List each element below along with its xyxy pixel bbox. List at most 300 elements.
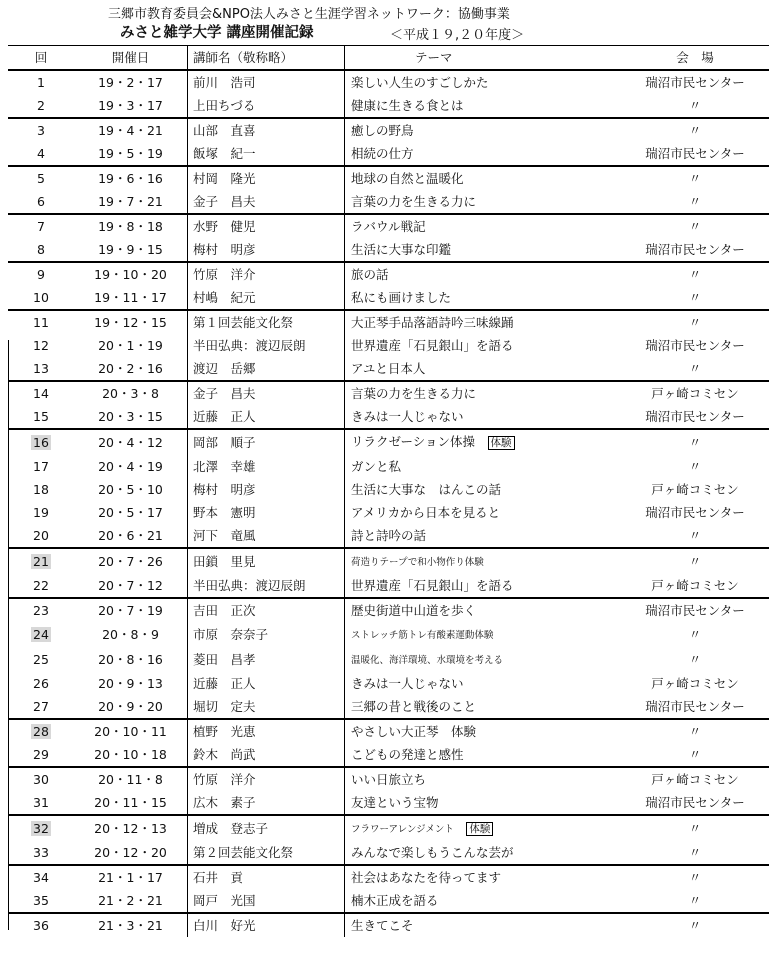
cell-venue <box>621 381 769 405</box>
cell-theme-text: 癒しの野鳥 <box>351 123 414 138</box>
cell-no <box>8 262 74 286</box>
cell-no <box>8 791 74 815</box>
table-row <box>8 672 769 695</box>
cell-venue-text: 〃 <box>688 845 702 860</box>
table-row <box>8 622 769 647</box>
cell-theme-text: 言葉の力を生きる力に <box>351 194 477 209</box>
cell-venue-text: 〃 <box>688 171 702 186</box>
cell-date-text: 20・12・13 <box>94 821 167 836</box>
cell-lecturer-text: 植野 光恵 <box>193 724 256 739</box>
cell-theme-text: きみは一人じゃない <box>351 676 464 691</box>
cell-venue-text: 〃 <box>688 290 702 305</box>
cell-theme-text: 楽しい人生のすごしかた <box>351 75 489 90</box>
cell-venue <box>621 647 769 672</box>
cell-date <box>74 429 188 455</box>
cell-lecturer <box>188 743 345 767</box>
cell-theme-text: 三郷の昔と戦後のこと <box>351 699 477 714</box>
table-row <box>8 142 769 166</box>
cell-no <box>8 743 74 767</box>
cell-theme <box>345 889 622 913</box>
cell-theme-text: 相続の仕方 <box>351 146 414 161</box>
cell-venue <box>621 310 769 334</box>
cell-venue <box>621 214 769 238</box>
cell-no-text: 31 <box>33 795 49 810</box>
cell-lecturer <box>188 310 345 334</box>
cell-venue <box>621 743 769 767</box>
cell-lecturer-text: 上田ちづる <box>193 98 256 113</box>
cell-no <box>8 455 74 478</box>
cell-theme <box>345 791 622 815</box>
table-row <box>8 647 769 672</box>
cell-date <box>74 214 188 238</box>
cell-no <box>8 767 74 791</box>
cell-venue-text: 瑞沼市民センター <box>645 242 745 257</box>
cell-date <box>74 791 188 815</box>
cell-lecturer <box>188 548 345 574</box>
cell-no-text: 11 <box>33 315 49 330</box>
column-header-date: 開催日 <box>74 46 188 71</box>
cell-venue <box>621 524 769 548</box>
cell-theme <box>345 166 622 190</box>
cell-date <box>74 574 188 598</box>
left-margin-line <box>8 340 9 930</box>
cell-lecturer <box>188 94 345 118</box>
cell-lecturer-text: 吉田 正次 <box>193 603 256 618</box>
cell-theme <box>345 357 622 381</box>
cell-theme <box>345 501 622 524</box>
cell-venue-text: 〃 <box>688 724 702 739</box>
cell-theme <box>345 118 622 142</box>
cell-lecturer-text: 半田弘典：渡辺辰朗 <box>193 338 306 353</box>
cell-theme-text: 社会はあなたを待ってます <box>351 870 502 885</box>
table-row <box>8 310 769 334</box>
cell-no <box>8 865 74 889</box>
cell-lecturer-text: 市原 奈奈子 <box>193 627 269 642</box>
cell-no-text: 22 <box>33 578 49 593</box>
cell-venue-text: 瑞沼市民センター <box>645 795 745 810</box>
cell-lecturer-text: 山部 直喜 <box>193 123 256 138</box>
cell-venue <box>621 429 769 455</box>
cell-theme <box>345 719 622 743</box>
cell-date-text: 19・7・21 <box>98 194 163 209</box>
cell-venue <box>621 865 769 889</box>
cell-date <box>74 478 188 501</box>
cell-date <box>74 501 188 524</box>
cell-no <box>8 214 74 238</box>
cell-date <box>74 598 188 622</box>
cell-theme-text: アメリカから日本を見ると <box>351 505 501 520</box>
cell-lecturer <box>188 142 345 166</box>
header-organization: 三郷市教育委員会&NPO法人みさと生涯学習ネットワーク：協働事業 <box>108 7 510 22</box>
cell-theme-text: 生活に大事な はんこの話 <box>351 482 502 497</box>
cell-venue <box>621 791 769 815</box>
column-header-lecturer: 講師名（敬称略） <box>188 46 345 71</box>
table-row <box>8 455 769 478</box>
table-row <box>8 238 769 262</box>
cell-venue <box>621 190 769 214</box>
cell-theme-text: リラクゼーション体操 <box>351 434 476 449</box>
cell-lecturer <box>188 238 345 262</box>
cell-date-text: 19・5・19 <box>98 146 163 161</box>
cell-lecturer-text: 堀切 定夫 <box>193 699 256 714</box>
cell-venue <box>621 334 769 357</box>
cell-date <box>74 719 188 743</box>
column-header-theme: テーマ <box>345 46 622 71</box>
cell-no-text: 14 <box>33 386 49 401</box>
cell-no-text: 36 <box>33 918 49 933</box>
cell-lecturer-text: 北澤 幸雄 <box>193 459 256 474</box>
cell-theme <box>345 429 622 455</box>
cell-date-text: 19・6・16 <box>98 171 163 186</box>
cell-lecturer <box>188 381 345 405</box>
cell-lecturer-text: 梅村 明彦 <box>193 242 256 257</box>
cell-venue-text: 瑞沼市民センター <box>645 409 745 424</box>
cell-lecturer-text: 村岡 隆光 <box>193 171 256 186</box>
cell-venue <box>621 841 769 865</box>
cell-theme-text: こどもの発達と感性 <box>351 747 464 762</box>
cell-date <box>74 381 188 405</box>
cell-no-text: 7 <box>37 219 45 234</box>
cell-venue-text: 〃 <box>688 747 702 762</box>
table-row <box>8 94 769 118</box>
cell-theme <box>345 262 622 286</box>
cell-lecturer <box>188 190 345 214</box>
cell-no-text: 1 <box>37 75 45 90</box>
cell-no <box>8 478 74 501</box>
cell-lecturer-text: 近藤 正人 <box>193 676 256 691</box>
cell-lecturer <box>188 791 345 815</box>
cell-venue <box>621 622 769 647</box>
cell-no-text: 6 <box>37 194 45 209</box>
table-row <box>8 719 769 743</box>
cell-lecturer <box>188 334 345 357</box>
cell-venue-text: 瑞沼市民センター <box>645 603 745 618</box>
cell-no-text: 27 <box>33 699 49 714</box>
cell-no <box>8 647 74 672</box>
cell-date-text: 19・8・18 <box>98 219 163 234</box>
cell-lecturer-text: 第２回芸能文化祭 <box>193 845 294 860</box>
cell-date-text: 20・11・15 <box>94 795 167 810</box>
cell-lecturer-text: 鈴木 尚武 <box>193 747 256 762</box>
cell-date-text: 20・11・8 <box>98 772 163 787</box>
cell-lecturer-text: 金子 昌夫 <box>193 386 256 401</box>
cell-date-text: 21・3・21 <box>98 918 163 933</box>
cell-date <box>74 190 188 214</box>
table-row <box>8 286 769 310</box>
cell-no <box>8 841 74 865</box>
cell-lecturer <box>188 357 345 381</box>
table-row <box>8 598 769 622</box>
cell-no <box>8 310 74 334</box>
cell-lecturer-text: 岡戸 光国 <box>193 893 256 908</box>
cell-date <box>74 142 188 166</box>
cell-date <box>74 767 188 791</box>
cell-theme-text: ストレッチ筋トレ有酸素運動体験 <box>351 630 494 641</box>
table-row <box>8 695 769 719</box>
cell-theme <box>345 94 622 118</box>
cell-no <box>8 334 74 357</box>
cell-venue-text: 瑞沼市民センター <box>645 146 745 161</box>
cell-date-text: 20・4・19 <box>98 459 163 474</box>
cell-date <box>74 94 188 118</box>
cell-no-text: 5 <box>37 171 45 186</box>
cell-theme-text: 温暖化、海洋環境、水環境を考える <box>351 655 504 666</box>
table-row <box>8 357 769 381</box>
cell-date <box>74 647 188 672</box>
cell-venue <box>621 695 769 719</box>
cell-theme-text: 世界遺産「石見銀山」を語る <box>351 578 514 593</box>
cell-no-text: 16 <box>33 435 49 450</box>
cell-venue <box>621 913 769 937</box>
cell-venue <box>621 455 769 478</box>
cell-lecturer-text: 前川 浩司 <box>193 75 256 90</box>
cell-venue <box>621 94 769 118</box>
cell-lecturer <box>188 574 345 598</box>
cell-venue-text: 戸ヶ崎コミセン <box>651 386 739 401</box>
cell-no <box>8 429 74 455</box>
cell-venue-text: 〃 <box>688 123 702 138</box>
cell-lecturer <box>188 598 345 622</box>
cell-venue-text: 瑞沼市民センター <box>645 505 745 520</box>
table-row <box>8 334 769 357</box>
cell-no-text: 13 <box>33 361 49 376</box>
cell-theme <box>345 310 622 334</box>
cell-lecturer <box>188 166 345 190</box>
cell-no <box>8 405 74 429</box>
cell-venue <box>621 238 769 262</box>
cell-venue <box>621 262 769 286</box>
cell-venue-text: 瑞沼市民センター <box>645 75 745 90</box>
cell-date <box>74 865 188 889</box>
cell-no-text: 2 <box>37 98 45 113</box>
table-row <box>8 743 769 767</box>
cell-lecturer-text: 増成 登志子 <box>193 821 269 836</box>
table-row <box>8 190 769 214</box>
cell-lecturer <box>188 767 345 791</box>
cell-date <box>74 841 188 865</box>
table-row <box>8 841 769 865</box>
cell-no <box>8 672 74 695</box>
cell-lecturer-text: 飯塚 紀一 <box>193 146 256 161</box>
cell-date-text: 19・4・21 <box>98 123 163 138</box>
cell-venue-text: 瑞沼市民センター <box>645 338 745 353</box>
cell-date <box>74 357 188 381</box>
cell-venue-text: 〃 <box>688 459 702 474</box>
cell-lecturer <box>188 118 345 142</box>
cell-date-text: 19・10・20 <box>94 267 167 282</box>
cell-no-text: 10 <box>33 290 49 305</box>
cell-no <box>8 574 74 598</box>
cell-date <box>74 548 188 574</box>
cell-lecturer <box>188 286 345 310</box>
cell-lecturer-text: 岡部 順子 <box>193 435 256 450</box>
cell-date-text: 20・2・16 <box>98 361 163 376</box>
table-row <box>8 118 769 142</box>
cell-date <box>74 889 188 913</box>
cell-lecturer <box>188 429 345 455</box>
cell-venue <box>621 598 769 622</box>
experience-tag: 体験 <box>466 822 493 836</box>
cell-no-text: 4 <box>37 146 45 161</box>
cell-venue <box>621 815 769 841</box>
cell-no-text: 26 <box>33 676 49 691</box>
cell-theme-text: 楠木正成を語る <box>351 893 439 908</box>
cell-lecturer-text: 第１回芸能文化祭 <box>193 315 294 330</box>
cell-venue-text: 〃 <box>688 554 702 569</box>
cell-no <box>8 695 74 719</box>
cell-no <box>8 501 74 524</box>
cell-lecturer <box>188 524 345 548</box>
cell-date-text: 20・8・16 <box>98 652 163 667</box>
cell-date-text: 20・9・13 <box>98 676 163 691</box>
cell-lecturer-text: 村嶋 紀元 <box>193 290 256 305</box>
cell-theme-text: ラバウル戦記 <box>351 219 426 234</box>
cell-date-text: 19・11・17 <box>94 290 167 305</box>
table-row <box>8 524 769 548</box>
cell-no-text: 28 <box>33 724 49 739</box>
table-row <box>8 405 769 429</box>
cell-theme-text: 荷造りテープで和小物作り体験 <box>351 557 484 568</box>
cell-venue-text: 〃 <box>688 652 702 667</box>
cell-no-text: 9 <box>37 267 45 282</box>
column-header-no: 回 <box>8 46 74 71</box>
experience-tag: 体験 <box>488 436 515 450</box>
cell-venue <box>621 357 769 381</box>
cell-date-text: 19・9・15 <box>98 242 163 257</box>
cell-venue-text: 〃 <box>688 918 702 933</box>
cell-no <box>8 719 74 743</box>
cell-theme <box>345 767 622 791</box>
cell-theme <box>345 405 622 429</box>
cell-venue <box>621 719 769 743</box>
cell-theme-text: 大正琴手品落語詩吟三味線踊 <box>351 315 514 330</box>
cell-date <box>74 455 188 478</box>
cell-lecturer-text: 梅村 明彦 <box>193 482 256 497</box>
cell-theme <box>345 672 622 695</box>
cell-date <box>74 524 188 548</box>
cell-venue-text: 〃 <box>688 267 702 282</box>
cell-venue-text: 〃 <box>688 194 702 209</box>
cell-venue-text: 〃 <box>688 219 702 234</box>
table-row <box>8 889 769 913</box>
table-row <box>8 913 769 937</box>
lecture-record-table <box>8 45 769 937</box>
cell-theme <box>345 913 622 937</box>
cell-date-text: 20・3・8 <box>102 386 159 401</box>
cell-no-text: 33 <box>33 845 49 860</box>
cell-theme <box>345 647 622 672</box>
cell-no <box>8 622 74 647</box>
table-header-row <box>8 46 769 71</box>
cell-theme <box>345 334 622 357</box>
cell-theme <box>345 214 622 238</box>
cell-venue-text: 瑞沼市民センター <box>645 699 745 714</box>
page-title: みさと雑学大学 講座開催記録 <box>120 25 314 41</box>
cell-date-text: 20・5・17 <box>98 505 163 520</box>
cell-lecturer <box>188 262 345 286</box>
cell-theme <box>345 381 622 405</box>
cell-no-text: 29 <box>33 747 49 762</box>
cell-venue-text: 〃 <box>688 893 702 908</box>
cell-venue-text: 戸ヶ崎コミセン <box>651 482 739 497</box>
cell-lecturer <box>188 719 345 743</box>
cell-venue-text: 〃 <box>688 98 702 113</box>
cell-lecturer-text: 広木 素子 <box>193 795 256 810</box>
cell-no <box>8 166 74 190</box>
cell-venue <box>621 118 769 142</box>
table-row <box>8 478 769 501</box>
cell-theme-text: アユと日本人 <box>351 361 426 376</box>
cell-date-text: 20・9・20 <box>98 699 163 714</box>
cell-no <box>8 889 74 913</box>
table-row <box>8 166 769 190</box>
column-header-venue: 会 場 <box>621 46 769 71</box>
cell-no-text: 34 <box>33 870 49 885</box>
cell-date-text: 20・5・10 <box>98 482 163 497</box>
cell-no-text: 24 <box>33 627 49 642</box>
cell-date <box>74 310 188 334</box>
cell-theme-text: 生きてこそ <box>351 918 414 933</box>
cell-lecturer <box>188 214 345 238</box>
cell-no <box>8 190 74 214</box>
cell-theme-text: 友達という宝物 <box>351 795 439 810</box>
cell-lecturer <box>188 405 345 429</box>
cell-theme <box>345 743 622 767</box>
cell-date <box>74 913 188 937</box>
cell-lecturer <box>188 622 345 647</box>
cell-theme <box>345 622 622 647</box>
cell-theme <box>345 841 622 865</box>
cell-venue-text: 〃 <box>688 315 702 330</box>
cell-no-text: 25 <box>33 652 49 667</box>
cell-date-text: 20・7・26 <box>98 554 163 569</box>
cell-date <box>74 743 188 767</box>
cell-venue <box>621 767 769 791</box>
cell-no-text: 23 <box>33 603 49 618</box>
cell-venue-text: 戸ヶ崎コミセン <box>651 578 739 593</box>
cell-theme <box>345 190 622 214</box>
cell-lecturer <box>188 865 345 889</box>
cell-theme <box>345 695 622 719</box>
cell-date-text: 19・12・15 <box>94 315 167 330</box>
cell-venue-text: 〃 <box>688 361 702 376</box>
cell-theme-text: 健康に生きる食とは <box>351 98 464 113</box>
cell-venue <box>621 70 769 94</box>
cell-date-text: 20・6・21 <box>98 528 163 543</box>
cell-theme <box>345 574 622 598</box>
cell-lecturer <box>188 478 345 501</box>
cell-no <box>8 598 74 622</box>
cell-lecturer <box>188 889 345 913</box>
cell-date <box>74 622 188 647</box>
cell-venue <box>621 166 769 190</box>
cell-date <box>74 166 188 190</box>
cell-date <box>74 334 188 357</box>
cell-theme <box>345 478 622 501</box>
cell-no <box>8 286 74 310</box>
cell-lecturer <box>188 455 345 478</box>
cell-theme-text: みんなで楽しもうこんな芸が <box>351 845 514 860</box>
cell-theme <box>345 70 622 94</box>
table-row <box>8 429 769 455</box>
cell-no <box>8 357 74 381</box>
cell-lecturer-text: 石井 貢 <box>193 870 244 885</box>
cell-venue <box>621 501 769 524</box>
cell-date-text: 20・7・12 <box>98 578 163 593</box>
cell-lecturer <box>188 647 345 672</box>
cell-date-text: 21・2・21 <box>98 893 163 908</box>
cell-date <box>74 815 188 841</box>
